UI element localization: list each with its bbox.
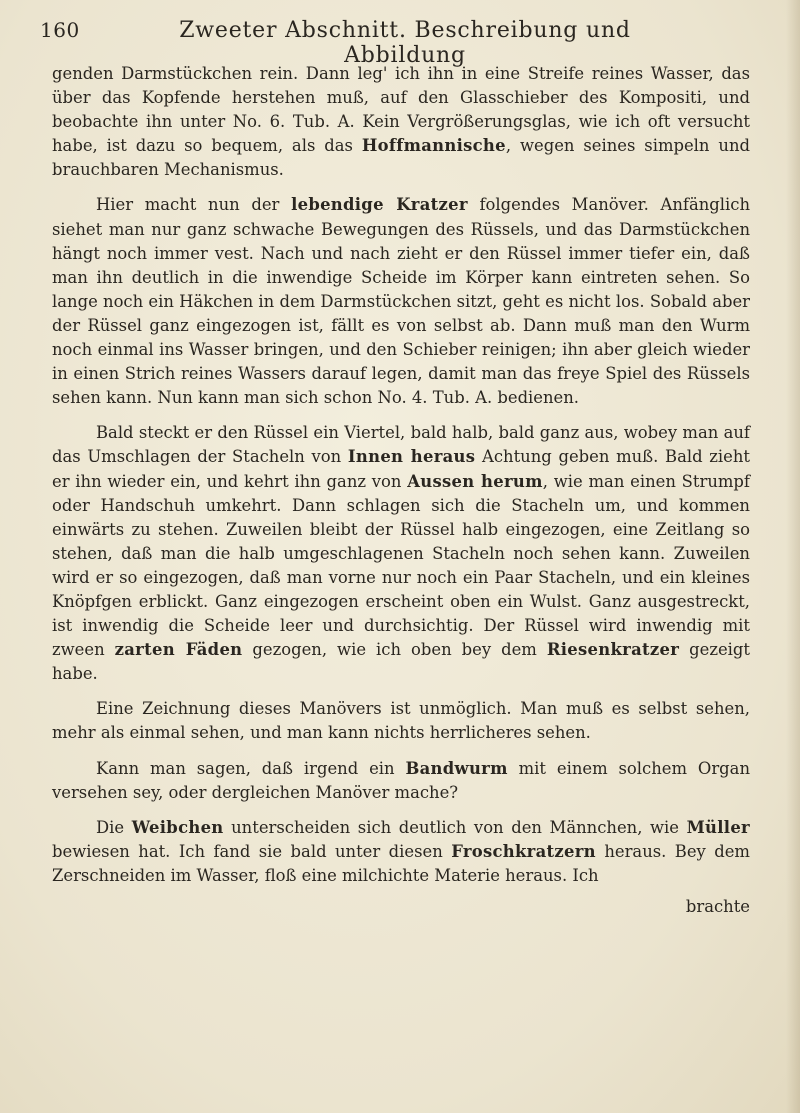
emphasized-term: Riesenkratzer bbox=[546, 640, 680, 660]
paragraph bbox=[52, 421, 750, 686]
text-run: gezeigt habe. bbox=[52, 640, 750, 684]
emphasized-term: zarten Fäden bbox=[114, 640, 243, 660]
text-run: , wie man einen Strumpf oder Handschuh umkehrt. Dann schlagen sich die Stacheln um, und kommen einwärts zu stehen. Zuweilen bleibt der Rüssel halb eingezogen, eine Zeitlang so stehen, daß man die halb umgeschlagenen Stacheln noch sehen kann. Zuweilen wird er so eingezogen, daß man vorne nur noch ein Paar Stacheln, und ein kleines Knöpfgen erblickt. Ganz eingezogen erscheint oben ein Wulst. Ganz ausgestreckt, ist inwendig die Scheide leer und durchsichtig. Der Rüssel wird inwendig mit zween bbox=[52, 471, 750, 660]
text-run: mit einem solchem Organ versehen sey, oder dergleichen Manöver mache? bbox=[52, 758, 750, 802]
text-run: , wegen seines simpeln und brauchbaren Mechanismus. bbox=[52, 136, 750, 180]
running-head bbox=[40, 18, 750, 68]
text-run: Kann man sagen, daß irgend ein bbox=[96, 758, 406, 778]
catchword: brachte bbox=[685, 897, 750, 916]
text-run: bewiesen hat. Ich fand sie bald unter diesen bbox=[52, 841, 452, 861]
emphasized-term: Froschkratzern bbox=[451, 841, 596, 861]
paragraph bbox=[52, 757, 750, 805]
text-run: gezogen, wie ich oben bey dem bbox=[242, 640, 547, 660]
emphasized-term: Weibchen bbox=[131, 817, 224, 837]
text-run: Achtung geben muß. Bald zieht er ihn wieder ein, und kehrt ihn ganz von bbox=[52, 447, 750, 491]
paragraph bbox=[52, 816, 750, 888]
paragraph bbox=[52, 62, 750, 182]
emphasized-term: Aussen herum bbox=[407, 471, 543, 491]
text-run: heraus. Bey dem Zerschneiden im Wasser, floß eine milchichte Materie heraus. Ich bbox=[52, 841, 750, 885]
text-run: unterscheiden sich deutlich von den Männchen, wie bbox=[223, 817, 687, 837]
text-body bbox=[52, 62, 750, 919]
text-run: Hier macht nun der bbox=[96, 195, 292, 215]
paragraph bbox=[52, 697, 750, 745]
emphasized-term: Bandwurm bbox=[405, 758, 508, 778]
emphasized-term: lebendige Kratzer bbox=[291, 195, 468, 215]
text-run: folgendes Manöver. Anfänglich siehet man nur ganz schwache Bewegungen des Rüssels, und das Darmstückchen hängt noch immer vest. Nach und nach zieht er den Rüssel immer tiefer ein, daß man ihn deutlich in die inwendige Scheide im Körper kann eintreten sehen. So lange noch ein Häkchen in dem Darmstückchen sitzt, geht es nicht los. Sobald aber der Rüssel ganz eingezogen ist, fällt es von selbst ab. Dann muß man den Wurm noch einmal ins Wasser bringen, und den Schieber reinigen; ihn aber gleich wieder in einen Strich reines Wassers darauf legen, damit man das freye Spiel des Rüssels sehen kann. Nun kann man sich schon No. 4. Tub. A. bedienen. bbox=[52, 195, 751, 408]
text-run: Eine Zeichnung dieses Manövers ist unmöglich. Man muß es selbst sehen, mehr als einmal sehen, und man kann nichts herrlicheres sehen. bbox=[52, 699, 750, 743]
text-run: Die bbox=[96, 817, 132, 837]
text-run: genden Darmstückchen rein. Dann leg' ich ihn in eine Streife reines Wasser, das über das Kopfende herstehen muß, auf den Glasschieber des Kompositi, und beobachte ihn unter No. 6. Tub. A. Kein Vergrößerungsglas, wie ich oft versucht habe, ist dazu so bequem, als das bbox=[52, 64, 750, 156]
page-number: 160 bbox=[40, 18, 80, 42]
text-run: Bald steckt er den Rüssel ein Viertel, bald halb, bald ganz aus, wobey man auf das Umschlagen der Stacheln von bbox=[52, 423, 750, 467]
paragraph bbox=[52, 193, 750, 410]
emphasized-term: Hoffmannische bbox=[361, 136, 506, 156]
emphasized-term: Müller bbox=[686, 817, 750, 837]
emphasized-term: Innen heraus bbox=[347, 447, 476, 467]
running-title: Zweeter Abschnitt. Beschreibung und Abbildung bbox=[179, 18, 631, 68]
